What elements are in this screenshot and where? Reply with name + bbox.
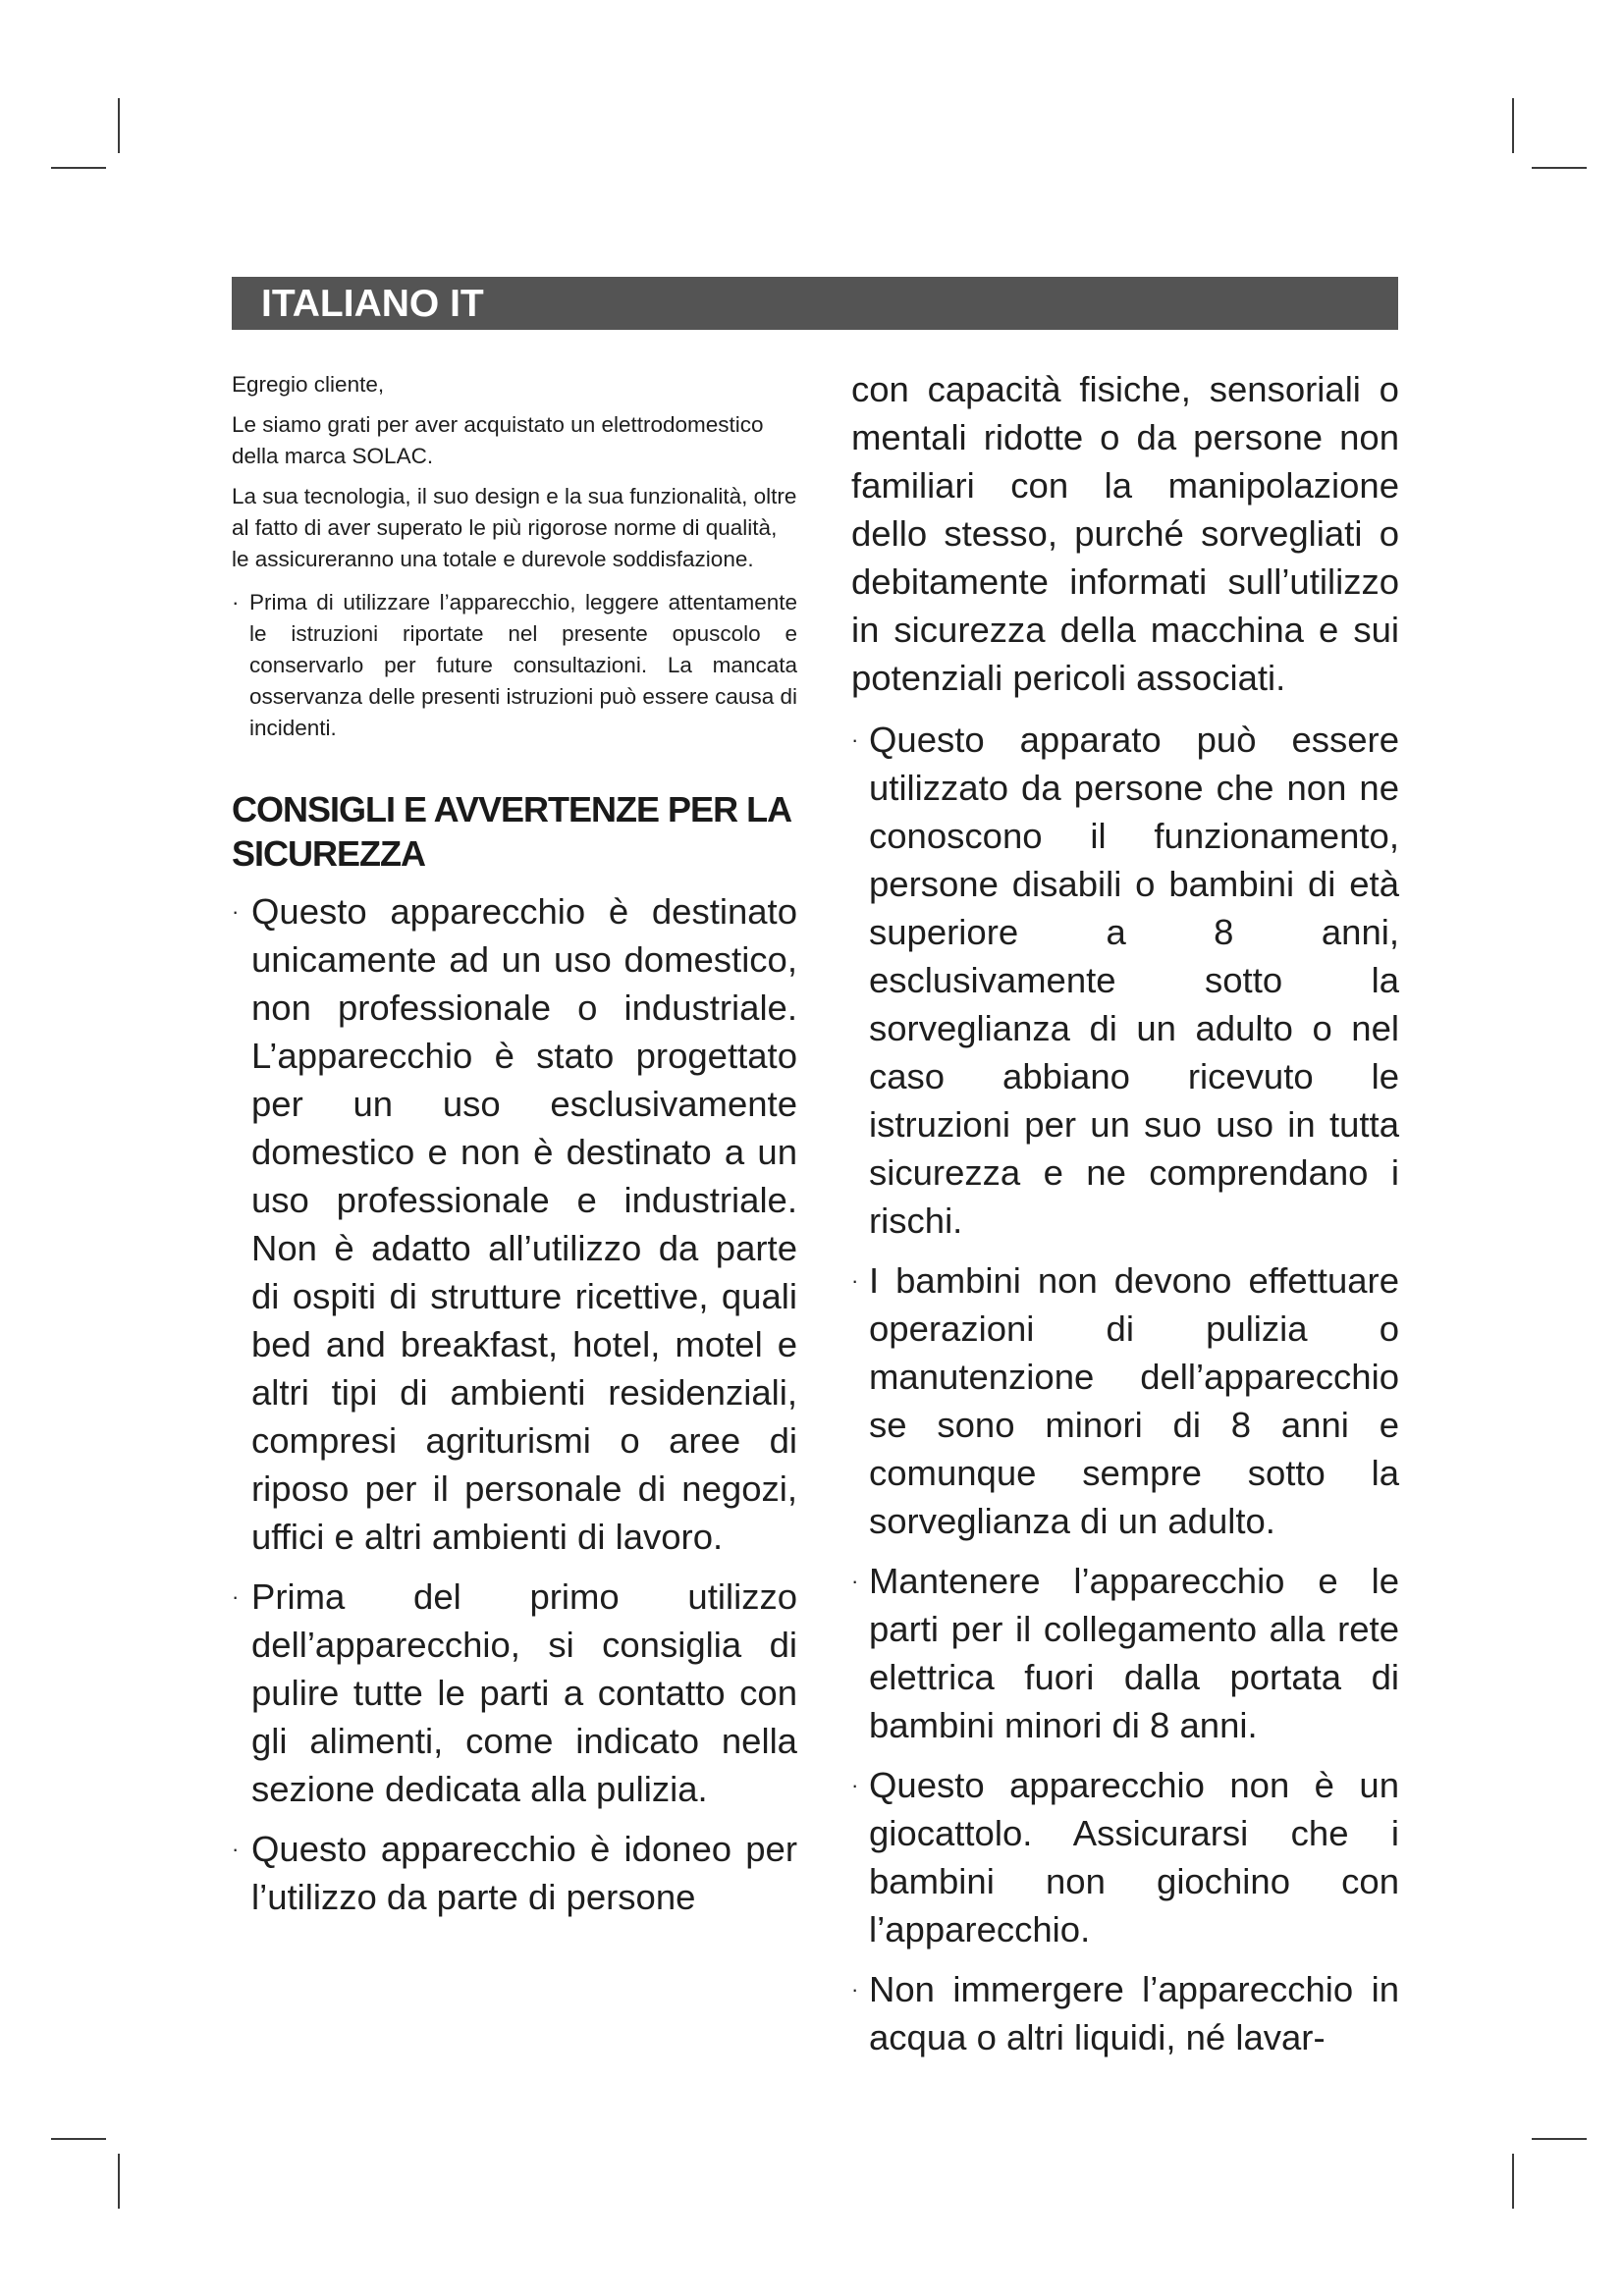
language-header-bar [232, 277, 1398, 330]
intro-bullet [232, 587, 797, 744]
crop-mark-bottom-right-horizontal [1532, 2138, 1587, 2140]
safety-item-continuation [851, 365, 1399, 702]
bullet-dot: · [232, 1584, 240, 1609]
crop-mark-top-left-horizontal [51, 167, 106, 169]
bullet-dot: · [851, 1773, 859, 1797]
safety-item-text: Questo apparecchio è destinato unicamente ad un uso domestico, non professionale o industriale. L’apparecchio è stato progettato per un uso esclusivamente domestico e non è destinato a un uso professionale e industriale. Non è adatto all’utilizzo da parte di ospiti di strutture ricettive, quali bed and breakfast, hotel, motel e altri tipi di ambienti residenziali, compresi agriturismi o aree di riposo per il personale di negozi, uffici e altri ambienti di lavoro. [251, 891, 797, 1557]
intro-paragraph-1: Le siamo grati per aver acquistato un elettrodomestico della marca SOLAC. [232, 412, 764, 468]
crop-mark-top-right-horizontal [1532, 167, 1587, 169]
safety-item-text: Questo apparato può essere utilizzato da persone che non ne conoscono il funzionamento, persone disabili o bambini di età superiore a 8 anni, esclusivamente sotto la sorveglianza di un adulto o nel caso abbiano ricevuto le istruzioni per un suo uso in tutta sicurezza e ne comprendano i rischi. [869, 720, 1399, 1241]
bullet-dot: · [851, 1977, 859, 2002]
right-column [851, 365, 1399, 2073]
safety-item-continuation-text: con capacità fisiche, sensoriali o mentali ridotte o da persone non familiari con la manipolazione dello stesso, purché sorvegliati o debitamente informati sull’utilizzo in sicurezza della macchina e sui potenziali pericoli associati. [851, 369, 1399, 698]
crop-mark-top-right-vertical [1512, 98, 1514, 153]
safety-item [851, 1557, 1399, 1749]
crop-mark-bottom-right-vertical [1512, 2154, 1514, 2209]
safety-item [232, 887, 797, 1561]
safety-section-title: CONSIGLI E AVVERTENZE PER LA SICUREZZA [232, 789, 790, 874]
safety-item-text: Prima del primo utilizzo dell’apparecchio, si consiglia di pulire tutte le parti a contatto con gli alimenti, come indicato nella sezione dedicata alla pulizia. [251, 1576, 797, 1809]
safety-item [851, 1256, 1399, 1545]
safety-item-text: Questo apparecchio è idoneo per l’utilizzo da parte di persone [251, 1829, 797, 1917]
safety-item-text: Mantenere l’apparecchio e le parti per il collegamento alla rete elettrica fuori dalla portata di bambini minori di 8 anni. [869, 1561, 1399, 1745]
safety-item [851, 716, 1399, 1245]
safety-item [851, 1761, 1399, 1953]
bullet-dot: · [851, 727, 859, 752]
crop-mark-bottom-left-horizontal [51, 2138, 106, 2140]
safety-item-text: Questo apparecchio non è un giocattolo. Assicurarsi che i bambini non giochino con l’apparecchio. [869, 1765, 1399, 1949]
bullet-dot: · [232, 1837, 240, 1861]
safety-item [851, 1965, 1399, 2061]
left-column [232, 369, 797, 1933]
safety-item-text: I bambini non devono effettuare operazioni di pulizia o manutenzione dell’apparecchio se sono minori di 8 anni e comunque sempre sotto la sorveglianza di un adulto. [869, 1260, 1399, 1541]
intro-bullet-text: Prima di utilizzare l’apparecchio, leggere attentamente le istruzioni riportate nel presente opuscolo e conservarlo per future consultazioni. La mancata osservanza delle presenti istruzioni può essere causa di incidenti. [249, 590, 797, 740]
intro-greeting: Egregio cliente, [232, 372, 385, 397]
bullet-dot: · [232, 899, 240, 924]
safety-item-text: Non immergere l’apparecchio in acqua o altri liquidi, né lavar- [869, 1969, 1399, 2057]
crop-mark-top-left-vertical [118, 98, 120, 153]
intro-paragraph-2: La sua tecnologia, il suo design e la sua funzionalità, oltre al fatto di aver superato le più rigorose norme di qualità, le assicureranno una totale e durevole soddisfazione. [232, 484, 797, 571]
bullet-dot: · [232, 590, 240, 614]
language-header-title: ITALIANO IT [261, 283, 484, 325]
safety-item [232, 1573, 797, 1813]
bullet-dot: · [851, 1268, 859, 1293]
bullet-dot: · [851, 1569, 859, 1593]
crop-mark-bottom-left-vertical [118, 2154, 120, 2209]
safety-item [232, 1825, 797, 1921]
